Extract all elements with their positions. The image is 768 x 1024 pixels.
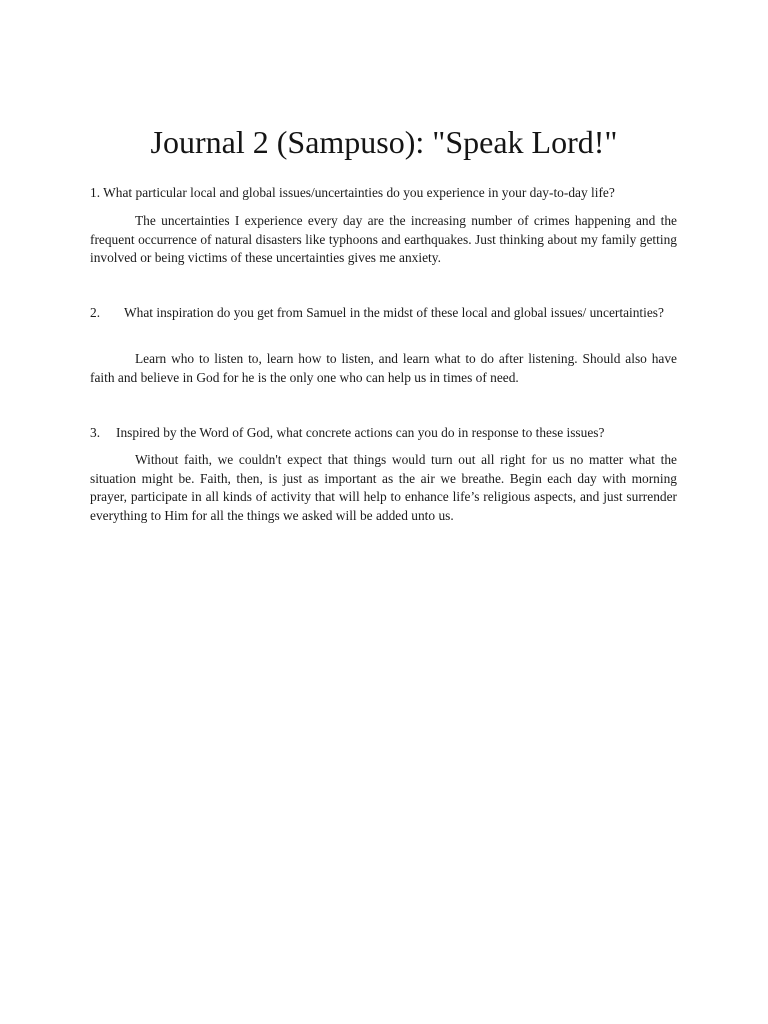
question-3-number: 3. xyxy=(90,425,101,440)
question-2-text: What inspiration do you get from Samuel in the midst of these local and global issues/ uncertainties? xyxy=(124,305,664,320)
question-2-number: 2. xyxy=(90,305,101,320)
question-3-text: Inspired by the Word of God, what concrete actions can you do in response to these issues? xyxy=(116,425,605,440)
document-page xyxy=(90,0,677,1024)
page-title: Journal 2 (Sampuso): "Speak Lord!" xyxy=(150,124,618,160)
answer-2: Learn who to listen to, learn how to listen, and learn what to do after listening. Should also have faith and believe in God for he is the only one who can help us in times of need. xyxy=(90,351,677,385)
question-3 xyxy=(90,424,677,442)
answer-3: Without faith, we couldn't expect that things would turn out all right for us no matter what the situation might be. Faith, then, is just as important as the air we breathe. Begin each day with morning prayer, participate in all kinds of activity that will help to enhance life’s religious aspects, and just surrender everything to Him for all the things we asked will be added unto us. xyxy=(90,452,677,523)
answer-1: The uncertainties I experience every day are the increasing number of crimes happening and the frequent occurrence of natural disasters like typhoons and earthquakes. Just thinking about my family getting involved or being victims of these uncertainties gives me anxiety. xyxy=(90,213,677,265)
question-1 xyxy=(90,184,677,202)
question-1-text: What particular local and global issues/uncertainties do you experience in your day-to-day life? xyxy=(103,185,615,200)
question-1-number: 1. xyxy=(90,185,101,200)
question-2 xyxy=(90,304,677,322)
